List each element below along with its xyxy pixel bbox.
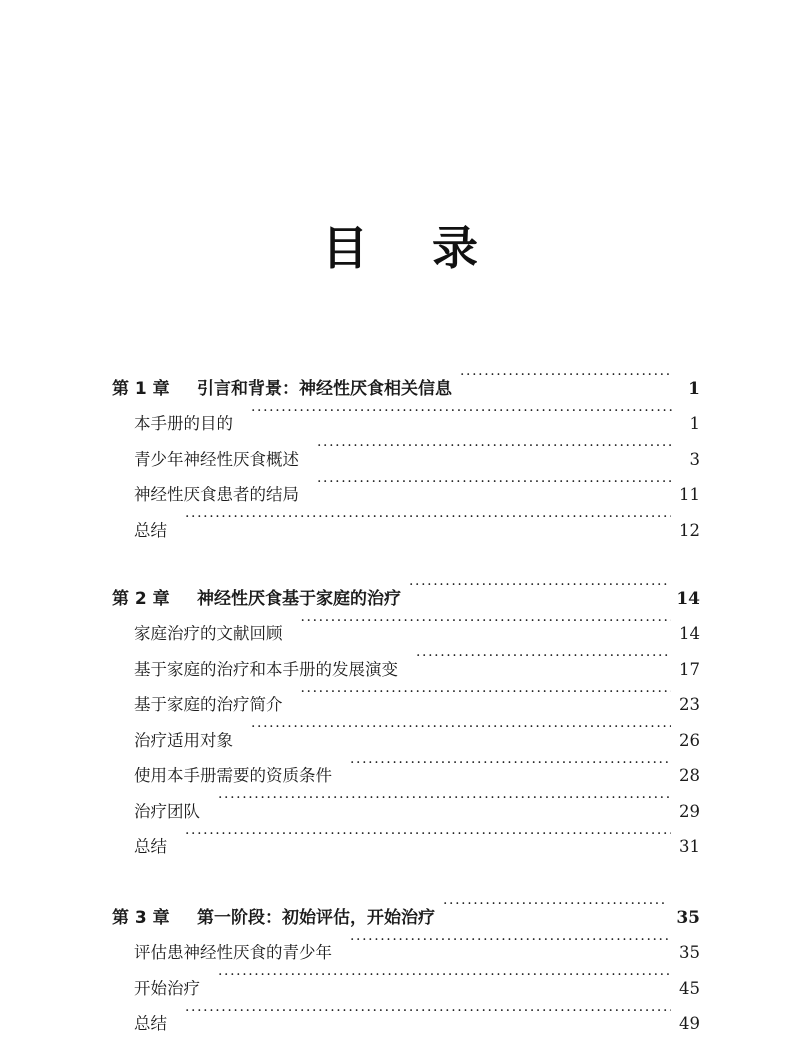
section-title: 开始治疗 [134,978,200,998]
page-title [0,212,800,278]
section-page-number: 12 [679,520,700,540]
dot-leader [317,465,671,501]
dot-leader [409,568,668,604]
section-title: 青少年神经性厌食概述 [134,449,299,469]
toc-entry[interactable] [112,994,700,1033]
dot-leader [185,817,671,853]
dot-leader [218,958,671,994]
section-title: 基于家庭的治疗简介 [134,695,283,714]
chapter-page-number: 1 [688,378,700,399]
section-title: 家庭治疗的文献回顾 [134,624,283,643]
toc-chapter-2 [112,568,700,856]
dot-leader [301,604,672,640]
section-page-number: 17 [679,659,700,679]
section-page-number: 29 [679,801,700,821]
section-page-number: 28 [679,766,700,785]
section-title: 神经性厌食患者的结局 [134,485,299,504]
chapter-page-number: 14 [676,588,700,609]
dot-leader [443,887,668,923]
title-char-2: 录 [432,221,478,275]
section-page-number: 23 [679,695,700,714]
chapter-heading[interactable] [112,358,700,399]
section-title: 本手册的目的 [134,414,233,433]
section-title: 使用本手册需要的资质条件 [134,766,332,785]
section-page-number: 35 [679,943,700,962]
dot-leader [416,639,671,675]
dot-leader [317,429,672,465]
toc-entry[interactable] [112,500,700,540]
dot-leader [301,675,672,711]
chapter-title: 神经性厌食基于家庭的治疗 [197,588,401,609]
dot-leader [185,994,671,1030]
chapter-number: 第 3 章 [112,907,170,928]
section-page-number: 3 [689,449,700,469]
dot-leader [460,358,672,394]
section-title: 总结 [134,837,167,856]
section-page-number: 1 [689,414,700,433]
section-page-number: 14 [679,624,700,643]
chapter-heading[interactable] [112,568,700,609]
section-page-number: 11 [679,485,700,504]
section-title: 治疗适用对象 [134,730,233,750]
chapter-number: 第 2 章 [112,588,170,609]
dot-leader [218,781,671,817]
chapter-title: 引言和背景：神经性厌食相关信息 [197,378,452,399]
section-title: 总结 [134,520,167,540]
chapter-number: 第 1 章 [112,378,170,399]
dot-leader [350,923,671,959]
toc-entry[interactable] [112,817,700,856]
chapter-page-number: 35 [676,907,700,928]
dot-leader [350,746,671,782]
chapter-title: 第一阶段：初始评估，开始治疗 [197,907,435,928]
section-page-number: 49 [679,1014,700,1033]
title-char-1: 目 [322,221,368,275]
dot-leader [251,710,671,746]
dot-leader [185,500,671,536]
section-title: 基于家庭的治疗和本手册的发展演变 [134,659,398,679]
section-title: 评估患神经性厌食的青少年 [134,943,332,962]
section-title: 总结 [134,1014,167,1033]
toc-chapter-3 [112,887,700,1033]
section-page-number: 45 [679,978,700,998]
section-title: 治疗团队 [134,801,200,821]
toc-chapter-1 [112,358,700,540]
section-page-number: 26 [679,730,700,750]
dot-leader [251,394,672,430]
section-page-number: 31 [679,837,700,856]
chapter-heading[interactable] [112,887,700,928]
